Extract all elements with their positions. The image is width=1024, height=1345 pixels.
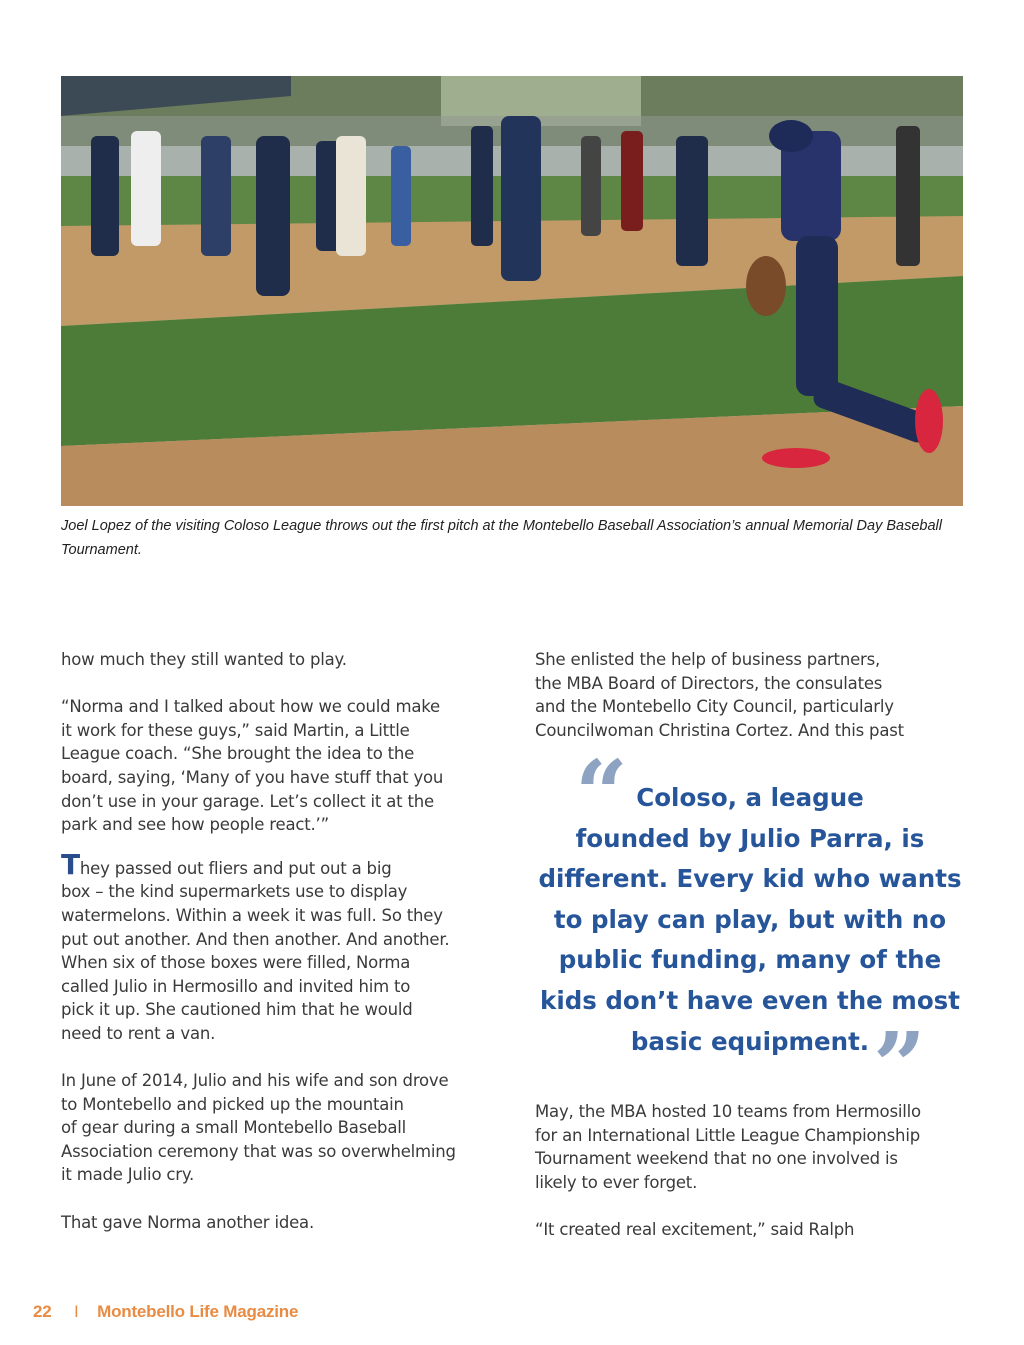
paragraph: “It created real excitement,” said Ralph (535, 1219, 855, 1239)
paragraph: May, the MBA hosted 10 teams from Hermosillo for an International Little League Championship Tournament weekend that no one involved is likely to ever forget. (535, 1102, 921, 1192)
article-column-left (61, 648, 491, 1234)
publication-name: Montebello Life Magazine (97, 1302, 299, 1321)
paragraph-text: hey passed out fliers and put out a big box – the kind supermarkets use to display watermelons. Within a week it was full. So they put out another. And then another. And another. When six of those boxes were filled, Norma called Julio in Hermosillo and invited him to pick it up. She cautioned him that he would need to rent a van. (61, 858, 450, 1043)
footer-separator: I (74, 1302, 79, 1321)
paragraph: In June of 2014, Julio and his wife and son drove to Montebello and picked up the mountain of gear during a small Montebello Baseball Association ceremony that was so overwhelming it made Julio cry. (61, 1071, 456, 1185)
page-number: 22 (33, 1302, 52, 1321)
photo-caption: Joel Lopez of the visiting Coloso League throws out the first pitch at the Montebello Baseball Association’s annual Memorial Day Baseball Tournament. (61, 518, 942, 558)
article-photo (61, 76, 963, 506)
paragraph: “Norma and I talked about how we could make it work for these guys,” said Martin, a Little League coach. “She brought the idea to the board, saying, ‘Many of you have stuff that you don’t use in your garage. Let’s collect it at the park and see how people react.’” (61, 697, 444, 835)
pull-quote-text: Coloso, a league founded by Julio Parra, is different. Every kid who wants to play can play, but with no public funding, many of the kids don’t have even the most basic equipment. (538, 783, 962, 1056)
paragraph-with-dropcap (61, 847, 491, 1046)
pull-quote (535, 740, 965, 1120)
baseball-photo (61, 76, 963, 506)
paragraph: That gave Norma another idea. (61, 1212, 315, 1232)
dropcap: T (61, 847, 80, 881)
article-column-right (535, 648, 965, 742)
page-footer (33, 1302, 308, 1322)
close-quote-mark: ” (873, 1012, 926, 1120)
paragraph: how much they still wanted to play. (61, 650, 347, 669)
article-column-right-continued (535, 1100, 965, 1242)
paragraph: She enlisted the help of business partners, the MBA Board of Directors, the consulates and the Montebello City Council, particularly Councilwoman Christina Cortez. And this past (535, 650, 904, 740)
open-quote-mark: “ (575, 740, 628, 848)
